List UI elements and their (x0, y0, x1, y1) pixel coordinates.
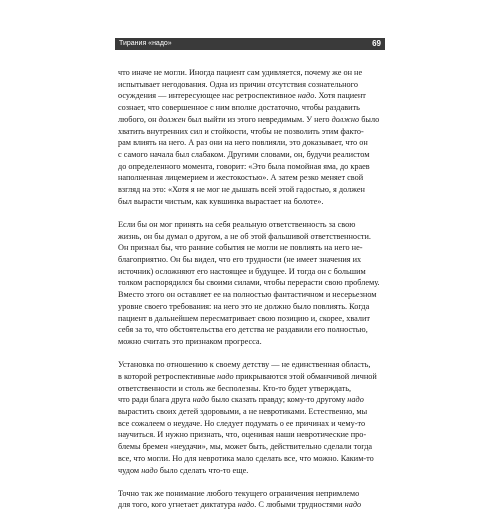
text-run: Вместо этого он оставляет ее на полностью фантастичном и несерьезном (118, 290, 377, 300)
text-line (118, 266, 384, 278)
text-run: ответственности и столь же бесполезны. Кто-то будет утверждать, (118, 383, 352, 393)
text-line (118, 114, 384, 126)
italic-word: надо (192, 395, 210, 405)
text-line (118, 242, 384, 254)
text-line (118, 137, 384, 149)
text-run: пациент в дальнейшем пересматривает свою позицию и, скорее, хвалит (118, 313, 370, 323)
text-line (118, 488, 384, 500)
text-run: . Хотя пациент (314, 91, 366, 101)
text-run: жизнь, он бы думал о другом, а не об этой фальшивой ответственности. (118, 231, 371, 241)
text-line (118, 418, 384, 430)
italic-word: надо (217, 371, 234, 381)
italic-word: надо (141, 465, 158, 475)
text-run: Установка по отношению к своему детству — не единственная область, (118, 360, 371, 370)
text-run: блемы бремен «неудачи», мы, может быть, действительно сделали тогда (118, 442, 373, 452)
text-run: для того, кого угнетает диктатура (118, 500, 238, 510)
italic-word: должен (158, 114, 186, 124)
italic-word: надо (347, 395, 364, 405)
text-line (118, 465, 384, 477)
text-run: наполненная лицемерием и жестокостью». А затем резко меняет свой (118, 173, 364, 183)
text-line (118, 324, 384, 336)
text-line (118, 149, 384, 161)
text-line (118, 383, 384, 395)
page-number: 69 (372, 39, 381, 48)
text-run: было сказать правду; кому-то другому (209, 395, 348, 405)
paragraph (118, 67, 384, 207)
text-line (118, 79, 384, 91)
text-run: все, что могли. Но для невротика мало сделать все, что можно. Каким-то (118, 453, 374, 463)
text-run: что ради блага друга (118, 395, 193, 405)
text-line (118, 313, 384, 325)
text-line (118, 301, 384, 313)
paragraph (118, 219, 384, 348)
text-line (118, 429, 384, 441)
text-line (118, 289, 384, 301)
text-line (118, 371, 384, 383)
italic-word: надо (344, 500, 362, 510)
text-run: вырастить своих детей здоровыми, а не невротиками. Естественно, мы (118, 406, 368, 416)
text-line (118, 441, 384, 453)
body-text (118, 67, 384, 523)
text-run: . С любыми трудностями (254, 500, 345, 510)
text-line (118, 172, 384, 184)
italic-word: должно (331, 114, 360, 124)
text-run: научиться. И нужно признать, что, оценивая наши невротические про- (118, 430, 367, 440)
text-run: себя за то, что обстоятельства его детства не раздавили его полностью, (118, 325, 368, 335)
text-run: до определенного момента, говорит: «Это была помойная яма, до краев (118, 161, 370, 171)
text-run: источник) осложняют его настоящее и будущее. И тогда он с большим (118, 266, 366, 276)
paragraph (118, 359, 384, 476)
running-title: Тирания «надо» (119, 40, 172, 47)
text-line (118, 219, 384, 231)
text-run: любого, он (118, 114, 159, 124)
text-line (118, 406, 384, 418)
text-run: прикрываются этой обманчивой личной (233, 371, 377, 381)
text-run: Если бы он мог принять на себя реальную ответственность за свою (118, 219, 356, 229)
text-run: было (359, 114, 380, 124)
italic-word: надо (297, 91, 315, 101)
text-run: чудом (118, 465, 142, 475)
text-run: был выйти из этого невредимым. У него (185, 114, 332, 124)
text-run: в которой ретроспективные (118, 371, 218, 381)
text-run: был вырасти чистым, как кувшинка вырастает на болоте». (118, 196, 324, 206)
text-run: толком распорядился бы своими силами, чтобы перерасти свою проблему. (118, 278, 380, 288)
text-line (118, 277, 384, 289)
text-line (118, 126, 384, 138)
text-line (118, 196, 384, 208)
text-line (118, 67, 384, 79)
text-line (118, 254, 384, 266)
text-line (118, 102, 384, 114)
text-line (118, 231, 384, 243)
text-line (118, 184, 384, 196)
text-run: можно считать это признаком прогресса. (118, 336, 262, 346)
text-run: испытывает негодования. Одна из причин отсутствия сознательного (118, 79, 358, 89)
text-line (118, 336, 384, 348)
text-line (118, 499, 384, 511)
text-run: благоприятно. Он бы видел, что его трудности (не имеет значения их (118, 255, 362, 265)
text-run: хватить внутренних сил и стойкости, чтобы не позволить этим факто- (118, 126, 364, 136)
text-run: было сделать что-то еще. (157, 465, 249, 475)
text-line (118, 161, 384, 173)
running-head (115, 38, 385, 50)
text-run: что иначе не могли. Иногда пациент сам удивляется, почему же он не (118, 68, 363, 77)
text-run: взгляд на это: «Хотя я не мог не дышать всей этой гадостью, я должен (118, 185, 365, 195)
text-run: уровне своего требования: на него это не должно было повлиять. Когда (118, 301, 370, 311)
text-line (118, 90, 384, 102)
text-run: все сожалеем о неудаче. Но следует подумать о ее причинах и чему-то (118, 418, 366, 428)
text-run: с самого начала был слабаком. Другими словами, он, будучи реалистом (118, 149, 370, 159)
italic-word: надо (237, 500, 255, 510)
text-run: осуждения — интересующее нас ретроспективное (118, 91, 298, 101)
text-line (118, 453, 384, 465)
text-run: сознает, что совершенное с ним вполне достаточно, чтобы раздавить (118, 103, 360, 113)
text-run: Точно так же понимание любого текущего ограничения непримлемо (118, 488, 360, 498)
text-run: рам влиять на него. А раз они на него повлияли, это доказывает, что он (118, 138, 368, 148)
text-run: Он признал бы, что ранние события не могли не повлиять на него не- (118, 243, 363, 253)
paragraph (118, 488, 384, 511)
text-line (118, 359, 384, 371)
text-line (118, 394, 384, 406)
